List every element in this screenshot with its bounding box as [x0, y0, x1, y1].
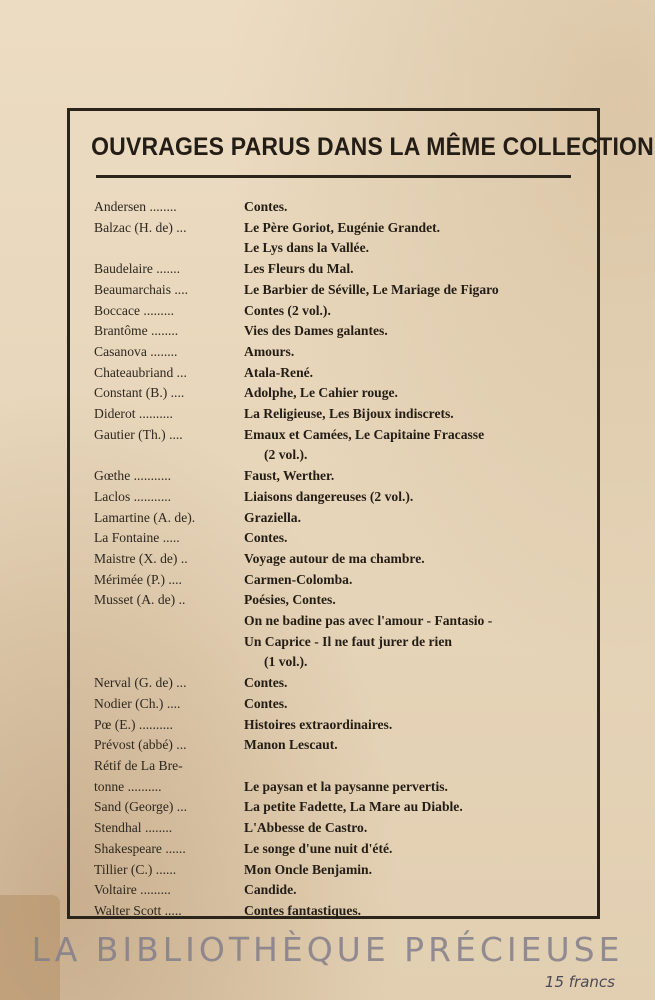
work-title [244, 570, 584, 591]
work-line: Contes (2 vol.). [244, 302, 331, 318]
author-name: Pœ (E.) .......... [94, 716, 173, 732]
author-name: Gautier (Th.) .... [94, 426, 183, 442]
author-name: Voltaire ......... [94, 882, 171, 898]
work-title [244, 342, 584, 363]
author-name: La Fontaine ..... [94, 530, 180, 546]
book-entry [94, 301, 584, 322]
book-entry [94, 860, 584, 881]
book-entry [94, 715, 584, 736]
work-title [244, 218, 584, 259]
work-title [244, 425, 584, 466]
work-title [244, 404, 584, 425]
work-line: Contes fantastiques. [244, 902, 362, 918]
collection-heading: OUVRAGES PARUS DANS LA MÊME COLLECTION [91, 133, 654, 161]
author-name: Beaumarchais .... [94, 281, 188, 297]
work-title [244, 839, 584, 860]
book-entry [94, 383, 584, 404]
book-entry [94, 425, 584, 466]
work-title [244, 280, 584, 301]
work-line [244, 756, 584, 777]
author-name: Andersen ........ [94, 199, 177, 214]
work-line: Histoires extraordinaires. [244, 716, 393, 732]
price-note: 15 francs [544, 973, 615, 991]
work-title [244, 383, 584, 404]
author-name: Shakespeare ...... [94, 840, 186, 856]
work-line: Liaisons dangereuses (2 vol.). [244, 488, 414, 504]
work-line: Voyage autour de ma chambre. [244, 550, 425, 566]
work-line: Manon Lescaut. [244, 737, 338, 753]
book-entry [94, 404, 584, 425]
work-line: Faust, Werther. [244, 468, 335, 484]
author-name: Maistre (X. de) .. [94, 550, 188, 566]
author-name: Musset (A. de) .. [94, 592, 186, 608]
work-line: Le songe d'une nuit d'été. [244, 840, 393, 856]
work-title [244, 363, 584, 384]
work-line: Adolphe, Le Cahier rouge. [244, 385, 398, 401]
collection-frame [67, 108, 654, 919]
work-title [244, 259, 584, 280]
book-entry [94, 901, 584, 922]
series-title: LA BIBLIOTHÈQUE PRÉCIEUSE [31, 930, 624, 969]
author-name: Rétif de La Bre- [94, 757, 183, 773]
book-entry [94, 673, 584, 694]
book-entry [94, 466, 584, 487]
book-entry [94, 570, 584, 591]
book-entry [94, 528, 584, 549]
work-line: Le Lys dans la Vallée. [244, 240, 370, 256]
work-line: La petite Fadette, La Mare au Diable. [244, 799, 463, 815]
work-line: Le Barbier de Séville, Le Mariage de Figaro [244, 281, 499, 297]
book-entry [94, 259, 584, 280]
work-title [244, 508, 584, 529]
work-line: Contes. [244, 199, 288, 214]
work-title [244, 301, 584, 322]
work-title [244, 818, 584, 839]
work-title [244, 590, 584, 673]
work-title [244, 694, 584, 715]
author-name: Lamartine (A. de). [94, 509, 196, 525]
book-entry [94, 777, 584, 798]
book-entry [94, 839, 584, 860]
work-title [244, 777, 584, 798]
work-title [244, 197, 584, 218]
author-name: Boccace ......... [94, 302, 175, 318]
book-entry [94, 280, 584, 301]
work-line: La Religieuse, Les Bijoux indiscrets. [244, 406, 454, 422]
author-name: Diderot .......... [94, 406, 173, 422]
work-title [244, 901, 584, 922]
author-name: Prévost (abbé) ... [94, 737, 187, 753]
work-line: Amours. [244, 343, 295, 359]
book-entry [94, 218, 584, 259]
work-title [244, 673, 584, 694]
work-title [244, 756, 584, 777]
author-name: Mérimée (P.) .... [94, 571, 182, 587]
work-line: Poésies, Contes. [244, 592, 336, 608]
work-title [244, 797, 584, 818]
book-entry [94, 735, 584, 756]
work-line: Contes. [244, 695, 288, 711]
author-name: Balzac (H. de) ... [94, 219, 187, 235]
work-line: Mon Oncle Benjamin. [244, 861, 373, 877]
book-entry [94, 363, 584, 384]
book-entry [94, 487, 584, 508]
author-name: Brantôme ........ [94, 323, 179, 339]
book-entry [94, 880, 584, 901]
author-name: Chateaubriand ... [94, 364, 187, 380]
work-title [244, 860, 584, 881]
work-line: Contes. [244, 675, 288, 691]
author-name: Gœthe ........... [94, 468, 172, 484]
book-entry [94, 549, 584, 570]
author-name: Tillier (C.) ...... [94, 861, 177, 877]
work-title [244, 880, 584, 901]
work-line: Le paysan et la paysanne pervertis. [244, 778, 448, 794]
work-line: Vies des Dames galantes. [244, 323, 388, 339]
work-line: Candide. [244, 882, 297, 898]
book-entry [94, 694, 584, 715]
author-name: Baudelaire ....... [94, 261, 181, 277]
author-name: Constant (B.) .... [94, 385, 185, 401]
book-entry [94, 797, 584, 818]
work-line: Atala-René. [244, 364, 314, 380]
work-title [244, 466, 584, 487]
author-name: Stendhal ........ [94, 820, 173, 836]
book-entry [94, 342, 584, 363]
work-line: Graziella. [244, 509, 301, 525]
heading-rule [96, 175, 571, 178]
author-name: Walter Scott ..... [94, 902, 182, 918]
book-entry [94, 590, 584, 673]
book-list [94, 197, 584, 922]
work-line: L'Abbesse de Castro. [244, 820, 368, 836]
work-line: Emaux et Camées, Le Capitaine Fracasse [244, 426, 485, 442]
work-title [244, 487, 584, 508]
book-entry [94, 197, 584, 218]
work-line: Les Fleurs du Mal. [244, 261, 354, 277]
work-line: On ne badine pas avec l'amour - Fantasio - [244, 613, 493, 629]
work-title [244, 735, 584, 756]
work-title [244, 528, 584, 549]
work-line: Carmen-Colomba. [244, 571, 353, 587]
work-line: Le Père Goriot, Eugénie Grandet. [244, 219, 441, 235]
author-name: Laclos ........... [94, 488, 172, 504]
book-entry [94, 756, 584, 777]
work-line: Contes. [244, 530, 288, 546]
work-line: (2 vol.). [264, 447, 308, 463]
author-name: tonne .......... [94, 778, 162, 794]
work-title [244, 321, 584, 342]
author-name: Sand (George) ... [94, 799, 187, 815]
author-name: Casanova ........ [94, 343, 178, 359]
book-entry [94, 818, 584, 839]
work-line: Un Caprice - Il ne faut jurer de rien [244, 633, 452, 649]
book-entry [94, 508, 584, 529]
work-title [244, 715, 584, 736]
book-entry [94, 321, 584, 342]
work-title [244, 549, 584, 570]
author-name: Nodier (Ch.) .... [94, 695, 181, 711]
work-line: (1 vol.). [264, 654, 308, 670]
author-name: Nerval (G. de) ... [94, 675, 187, 691]
